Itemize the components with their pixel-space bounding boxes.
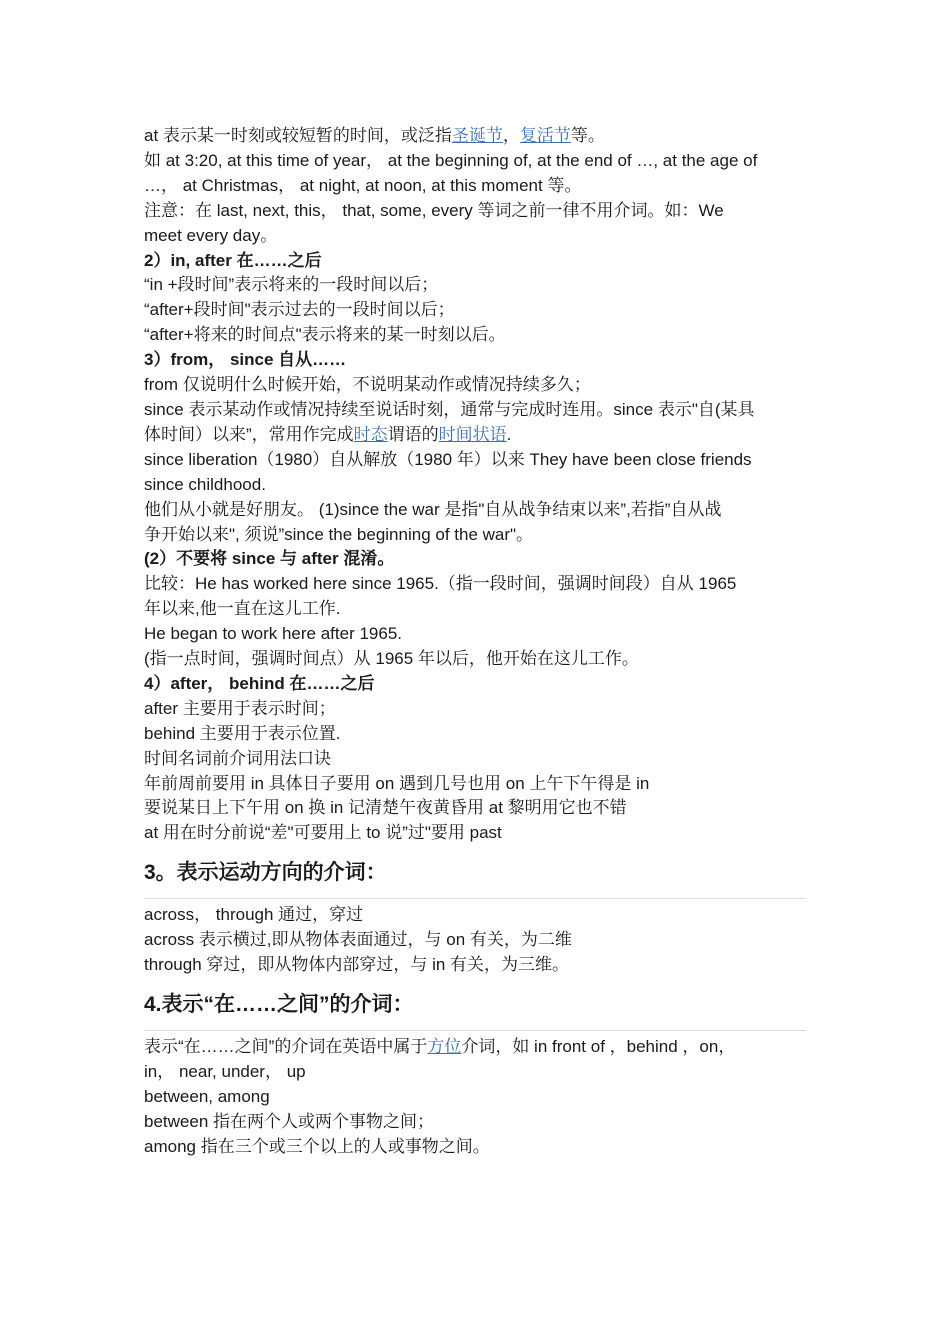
text-line: 时间名词前介词用法口诀 <box>144 748 331 768</box>
text-line: since liberation（1980）自从解放（1980 年）以来 They have been close friends <box>144 449 752 469</box>
text-line: across， through 通过，穿过 <box>144 905 364 925</box>
text-line: “in +段时间”表示将来的一段时间以后； <box>144 275 439 295</box>
text-line: 如 at 3:20, at this time of year， at the beginning of, at the end of …, at the age of <box>144 150 758 170</box>
text-line: in， near, under， up <box>144 1061 306 1081</box>
link-position[interactable]: 方位 <box>427 1037 462 1056</box>
text-span: at 表示某一时刻或较短暂的时间，或泛指 <box>144 126 452 145</box>
text-line: across 表示横过,即从物体表面通过，与 on 有关，为二维 <box>144 930 572 950</box>
text-line: between 指在两个人或两个事物之间； <box>144 1111 434 1131</box>
text-line: …， at Christmas， at night, at noon, at this moment 等。 <box>144 175 582 195</box>
text-line: 要说某日上下午用 on 换 in 记清楚午夜黄昏用 at 黎明用它也不错 <box>144 798 627 818</box>
text-line: among 指在三个或三个以上的人或事物之间。 <box>144 1136 490 1156</box>
text-line: 年前周前要用 in 具体日子要用 on 遇到几号也用 on 上午下午得是 in <box>144 773 650 793</box>
text-span: 介词，如 in front of ，behind ，on， <box>461 1037 736 1056</box>
text-span: 等。 <box>570 126 605 145</box>
text-line: since childhood. <box>144 474 266 494</box>
subheading-not-confuse: (2）不要将 since 与 after 混淆。 <box>144 549 395 569</box>
text-line <box>144 1035 806 1060</box>
text-line: 年以来,他一直在这儿工作. <box>144 599 341 619</box>
text-line: 注意：在 last, next, this， that, some, every 等词之前一律不用介词。如：We <box>144 200 724 220</box>
section-heading-between: 4.表示“在……之间”的介词： <box>144 978 806 1031</box>
text-line: at 用在时分前说“差"可要用上 to 说”过"要用 past <box>144 823 502 843</box>
text-span: . <box>506 424 512 444</box>
section-heading-direction: 3。表示运动方向的介词： <box>144 846 806 899</box>
text-line: 争开始以来", 须说”since the beginning of the war"。 <box>144 524 534 544</box>
subheading-from-since: 3）from， since 自从…… <box>144 350 347 370</box>
text-line: He began to work here after 1965. <box>144 624 402 644</box>
text-line: through 穿过，即从物体内部穿过，与 in 有关，为三维。 <box>144 955 570 975</box>
text-line <box>144 124 806 149</box>
link-tense[interactable]: 时态 <box>353 424 388 444</box>
text-line: meet every day。 <box>144 225 278 245</box>
text-line: 他们从小就是好朋友。 (1)since the war 是指"自从战争结束以来”,若指”自从战 <box>144 499 722 519</box>
text-span: ， <box>502 126 520 145</box>
text-line: 比较：He has worked here since 1965.（指一段时间，强调时间段）自从 1965 <box>144 574 737 594</box>
text-line: after 主要用于表示时间； <box>144 698 336 718</box>
link-adverbial-of-time[interactable]: 时间状语 <box>438 424 507 444</box>
text-line: “after+段时间"表示过去的一段时间以后； <box>144 300 455 320</box>
text-line: since 表示某动作或情况持续至说话时刻，通常与完成时连用。since 表示"自(某具 <box>144 399 755 419</box>
text-span: 表示“在……之间”的介词在英语中属于 <box>144 1037 428 1056</box>
text-span: 体时间）以来”，常用作完成 <box>144 424 354 444</box>
text-line: (指一点时间，强调时间点）从 1965 年以后，他开始在这儿工作。 <box>144 649 639 669</box>
subheading-in-after: 2）in, after 在……之后 <box>144 250 322 270</box>
text-line: “after+将来的时间点"表示将来的某一时刻以后。 <box>144 325 506 345</box>
text-line: from 仅说明什么时候开始，不说明某动作或情况持续多久； <box>144 375 591 395</box>
document-body <box>144 124 806 1160</box>
text-line: between, among <box>144 1086 270 1106</box>
link-easter[interactable]: 复活节 <box>519 126 571 145</box>
text-line: behind 主要用于表示位置. <box>144 723 341 743</box>
text-line <box>144 423 806 448</box>
subheading-after-behind: 4）after， behind 在……之后 <box>144 673 375 693</box>
link-christmas[interactable]: 圣诞节 <box>451 126 503 145</box>
text-span: 谓语的 <box>387 424 439 444</box>
